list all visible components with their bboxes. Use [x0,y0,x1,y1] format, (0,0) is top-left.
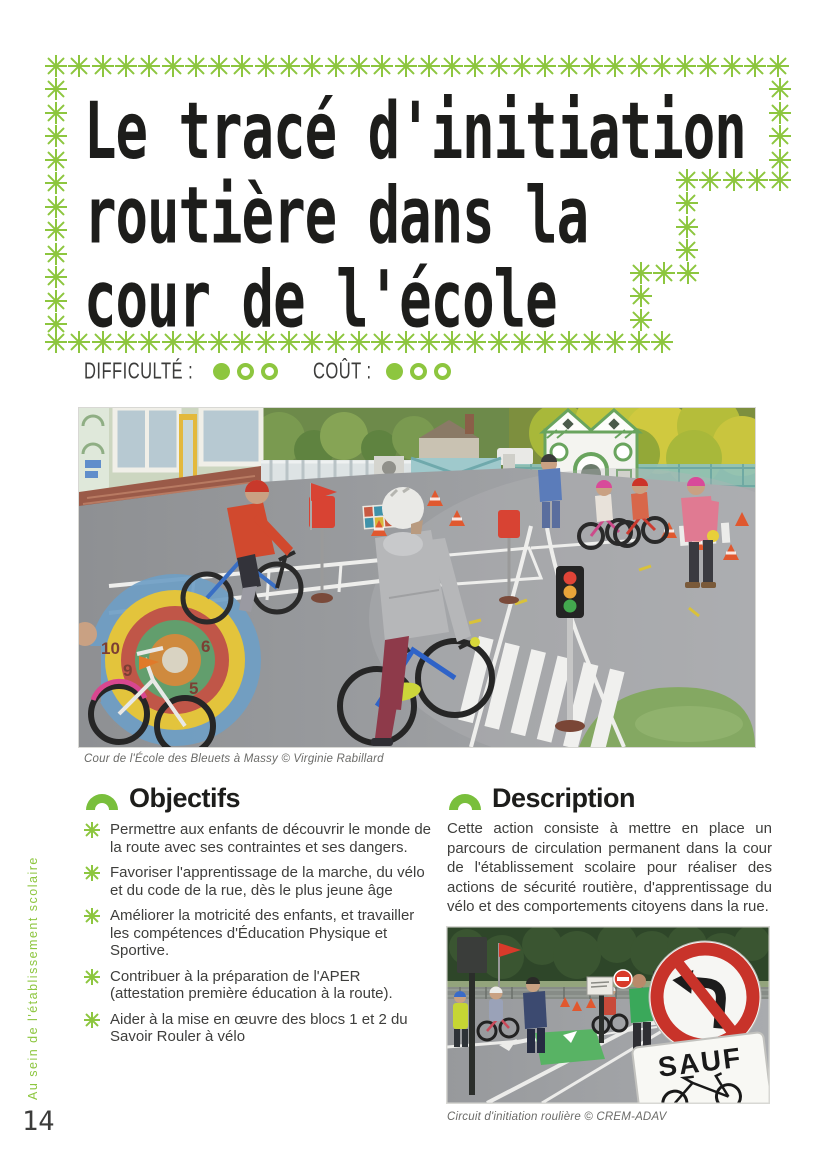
asterisk-border-icon [395,55,417,77]
objective-text: Favoriser l'apprentissage de la marche, du vélo et du code de la rue, dès le plus jeune âge [110,864,425,899]
asterisk-border-icon [231,55,253,77]
main-photo [79,408,755,747]
objective-text: Aider à la mise en œuvre des blocs 1 et 2 du Savoir Rouler à vélo [110,1010,408,1045]
sidebar-vertical-label: Au sein de l'établissement scolaire [26,856,40,1100]
objective-item [84,907,436,960]
asterisk-border-icon [604,55,626,77]
asterisk-bullet-icon [84,908,100,960]
description-body: Cette action consiste à mettre en place un parcours de circulation permanent dans la cour de l'établissement scolaire pour réaliser des actions de sécurité routière, d'apprentissage du vélo et des comportements citoyens dans la rue. [447,820,772,915]
main-photo-scene [79,408,755,747]
asterisk-border-icon [534,55,556,77]
rating-dot-empty [237,363,254,380]
svg-text:6: 6 [201,637,211,656]
cost-rating [386,363,458,380]
objective-text: Permettre aux enfants de découvrir le monde de la route avec ses contraintes et ses dangers. [110,821,432,856]
asterisk-border-icon [769,125,791,147]
asterisk-border-icon [45,290,67,312]
difficulty-rating [213,363,285,380]
objectives-heading: Objectifs [129,783,241,813]
asterisk-border-icon [418,55,440,77]
asterisk-border-icon [721,55,743,77]
asterisk-border-icon [301,55,323,77]
asterisk-border-icon [185,55,207,77]
objective-item [84,968,436,1003]
asterisk-border-icon [581,55,603,77]
ratings-row [84,356,458,386]
rating-dot-filled [213,363,230,380]
rating-dot-empty [410,363,427,380]
main-photo-caption: Cour de l'École des Bleuets à Massy © Virginie Rabillard [84,753,384,765]
asterisk-border-icon [45,55,67,77]
asterisk-border-icon [769,102,791,124]
svg-text:SAUF: SAUF [656,1041,744,1083]
rating-dot-filled [386,363,403,380]
asterisk-border-icon [558,55,580,77]
asterisk-border-icon [769,149,791,171]
objective-item [84,864,436,899]
asterisk-border-icon [746,169,768,191]
asterisk-border-icon [138,55,160,77]
asterisk-border-icon [348,55,370,77]
asterisk-border-icon [45,331,67,353]
asterisk-border-icon [464,55,486,77]
page-title [84,85,746,346]
arch-icon [84,792,120,811]
objective-item [84,821,436,856]
secondary-photo [447,927,769,1103]
asterisk-border-icon [45,172,67,194]
asterisk-border-icon [769,169,791,191]
title-line-3: cour de l'école [84,253,557,346]
asterisk-border-icon [769,78,791,100]
svg-text:10: 10 [101,639,120,658]
asterisk-border-icon [278,55,300,77]
difficulty-label: DIFFICULTÉ : [84,357,194,384]
asterisk-border-icon [162,55,184,77]
asterisk-bullet-icon [84,1012,100,1046]
asterisk-border-icon [651,55,673,77]
asterisk-bullet-icon [84,865,100,899]
asterisk-border-icon [45,78,67,100]
page-number: 14 [22,1106,55,1137]
asterisk-border-icon [45,266,67,288]
svg-text:5: 5 [189,679,199,698]
description-heading-row [447,783,772,811]
asterisk-border-icon [45,196,67,218]
secondary-photo-scene [447,927,769,1103]
asterisk-border-icon [68,55,90,77]
objective-text: Améliorer la motricité des enfants, et travailler les compétences d'Éducation Physique et Sportive. [110,907,415,959]
asterisk-border-icon [208,55,230,77]
cost-label: COÛT : [312,357,372,384]
asterisk-border-icon [45,102,67,124]
title-line-1: Le tracé d'initiation [84,85,746,177]
asterisk-border-icon [255,55,277,77]
asterisk-border-icon [92,55,114,77]
objectives-heading-row [84,783,436,811]
objective-item [84,1011,436,1046]
rating-dot-empty [434,363,451,380]
objectives-section [84,783,436,1054]
objective-text: Contribuer à la préparation de l'APER (attestation première éducation à la route). [110,967,393,1002]
asterisk-border-icon [45,219,67,241]
asterisk-border-icon [488,55,510,77]
asterisk-border-icon [697,55,719,77]
secondary-photo-caption: Circuit d'initiation roulière © CREM-ADAV [447,1110,667,1123]
asterisk-border-icon [744,55,766,77]
asterisk-border-icon [767,55,789,77]
description-section [447,783,772,1123]
asterisk-border-icon [45,149,67,171]
svg-text:9: 9 [123,661,133,680]
asterisk-border-icon [511,55,533,77]
asterisk-border-icon [45,243,67,265]
asterisk-border-icon [325,55,347,77]
rating-dot-empty [261,363,278,380]
title-line-2: routière dans la [84,169,589,262]
rainbow-circle [89,574,261,746]
asterisk-bullet-icon [84,969,100,1003]
asterisk-border-icon [115,55,137,77]
asterisk-border-icon [45,125,67,147]
asterisk-border-icon [441,55,463,77]
asterisk-border-icon [628,55,650,77]
description-heading: Description [492,783,636,813]
asterisk-border-icon [371,55,393,77]
arch-icon [447,792,483,811]
asterisk-bullet-icon [84,822,100,856]
objectives-list [84,821,436,1046]
asterisk-border-icon [674,55,696,77]
